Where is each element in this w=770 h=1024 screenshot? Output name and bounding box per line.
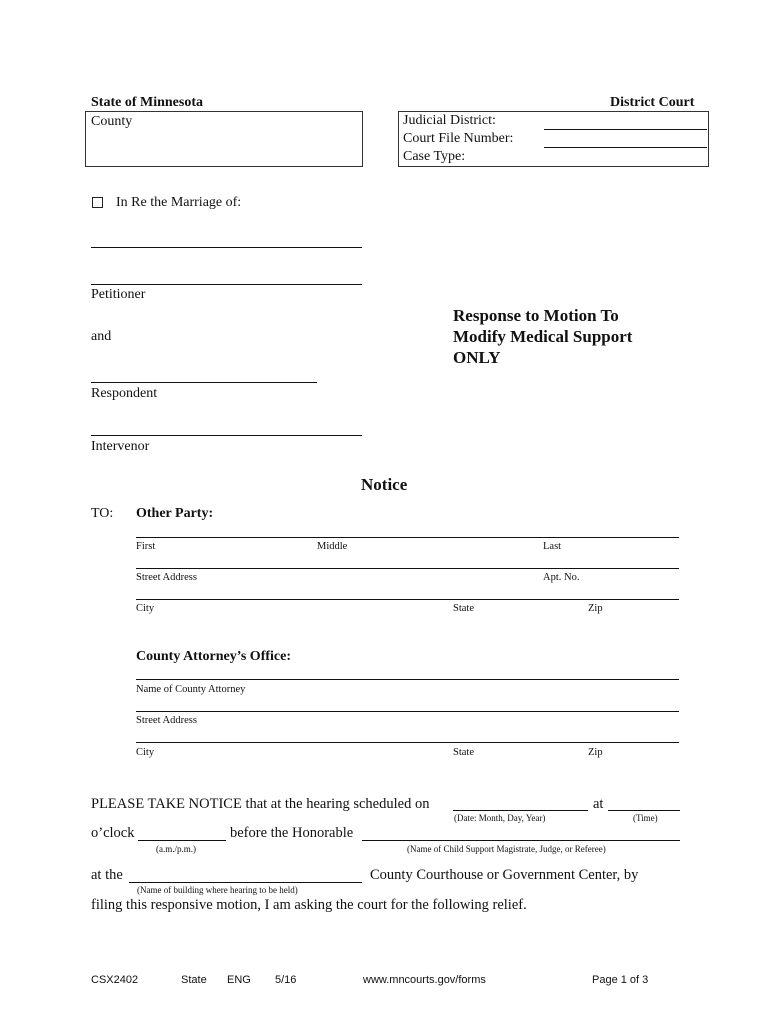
marriage-label: In Re the Marriage of: — [116, 195, 242, 210]
judge-hint: (Name of Child Support Magistrate, Judge, or Referee) — [407, 844, 606, 854]
court-file-number-label: Court File Number: — [403, 131, 514, 146]
other-party-name-line[interactable] — [136, 537, 679, 538]
at-the-text: at the — [91, 867, 123, 883]
apt-number-label: Apt. No. — [543, 572, 580, 583]
courthouse-text: County Courthouse or Government Center, by — [370, 867, 639, 883]
zip-label: Zip — [588, 603, 603, 614]
page-number: Page 1 of 3 — [592, 974, 649, 986]
petitioner-name-line-2[interactable] — [91, 284, 362, 285]
court-label: District Court — [610, 95, 695, 110]
notice-line-1: PLEASE TAKE NOTICE that at the hearing scheduled on — [91, 796, 430, 812]
first-name-label: First — [136, 541, 156, 552]
judicial-district-label: Judicial District: — [403, 113, 496, 128]
intervenor-name-line[interactable] — [91, 435, 362, 436]
county-label: County — [91, 114, 133, 129]
middle-name-label: Middle — [317, 541, 348, 552]
time-hint: (Time) — [633, 813, 658, 823]
petitioner-label: Petitioner — [91, 287, 146, 302]
case-info-box — [398, 111, 709, 167]
county-attorney-street-line[interactable] — [136, 711, 679, 712]
oclock-text: o’clock — [91, 825, 135, 841]
other-party-city-line[interactable] — [136, 599, 679, 600]
other-party-heading: Other Party: — [136, 506, 214, 521]
before-honorable-text: before the Honorable — [230, 825, 354, 841]
judicial-district-field[interactable] — [544, 129, 707, 130]
county-attorney-name-line[interactable] — [136, 679, 679, 680]
ampm-field[interactable] — [138, 840, 226, 841]
jurisdiction: State — [181, 974, 207, 986]
at-text: at — [593, 796, 604, 812]
language: ENG — [227, 974, 251, 986]
revision: 5/16 — [275, 974, 297, 986]
street-address-label: Street Address — [136, 572, 197, 583]
respondent-name-line[interactable] — [91, 382, 317, 383]
and-label: and — [91, 329, 112, 344]
county-attorney-city-line[interactable] — [136, 742, 679, 743]
judge-name-field[interactable] — [362, 840, 680, 841]
to-label: TO: — [91, 506, 114, 521]
county-attorney-heading: County Attorney’s Office: — [136, 649, 292, 664]
date-hint: (Date: Month, Day, Year) — [454, 813, 546, 823]
marriage-checkbox[interactable] — [92, 197, 103, 208]
county-attorney-name-label: Name of County Attorney — [136, 684, 246, 695]
county-field[interactable] — [85, 111, 363, 167]
city-label: City — [136, 603, 155, 614]
title-line-2: Modify Medical Support — [453, 327, 633, 346]
intervenor-label: Intervenor — [91, 439, 150, 454]
hearing-time-field[interactable] — [608, 810, 680, 811]
title-line-1: Response to Motion To — [453, 306, 619, 325]
document-title — [453, 305, 632, 368]
case-type-label: Case Type: — [403, 149, 466, 164]
hearing-date-field[interactable] — [453, 810, 588, 811]
county-attorney-zip-label: Zip — [588, 747, 603, 758]
state-field-label: State — [453, 603, 474, 614]
ampm-hint: (a.m./p.m.) — [156, 844, 196, 854]
county-attorney-state-label: State — [453, 747, 474, 758]
relief-text: filing this responsive motion, I am asking the court for the following relief. — [91, 897, 527, 913]
website-link[interactable]: www.mncourts.gov/forms — [363, 974, 486, 986]
county-attorney-street-label: Street Address — [136, 715, 197, 726]
title-line-3: ONLY — [453, 348, 501, 367]
county-attorney-city-label: City — [136, 747, 155, 758]
state-label: State of Minnesota — [91, 95, 203, 110]
other-party-street-line[interactable] — [136, 568, 679, 569]
respondent-label: Respondent — [91, 386, 158, 401]
petitioner-name-line-1[interactable] — [91, 247, 362, 248]
form-code: CSX2402 — [91, 974, 139, 986]
notice-heading: Notice — [361, 475, 408, 494]
court-file-number-field[interactable] — [544, 147, 707, 148]
last-name-label: Last — [543, 541, 562, 552]
building-hint: (Name of building where hearing to be held) — [137, 885, 298, 895]
building-name-field[interactable] — [129, 882, 362, 883]
